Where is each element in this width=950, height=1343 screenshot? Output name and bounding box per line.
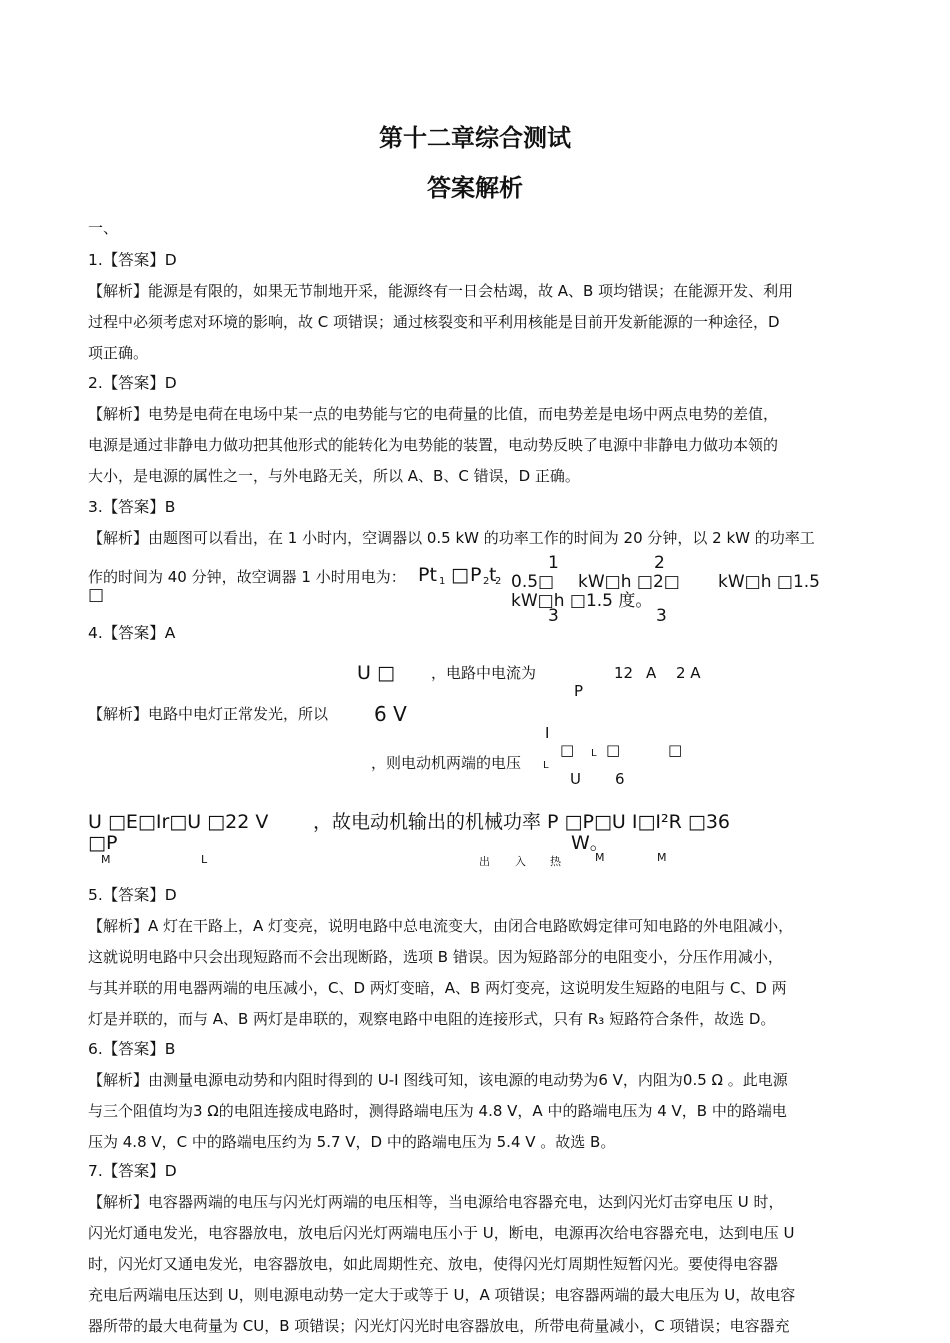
- q3-formula-sub: 2: [483, 576, 490, 587]
- section-heading: 一、: [88, 219, 119, 237]
- q4-answer: 4.【答案】A: [88, 624, 176, 642]
- q3-formula-box: □: [451, 564, 469, 586]
- q4-formula-box: □: [560, 741, 575, 759]
- q5-line: 【解析】A 灯在干路上，A 灯变亮，说明电路中总电流变大，由闭合电路欧姆定律可知电路的外电阻减小，: [88, 917, 794, 935]
- q4-current-text: ，电路中电流为: [431, 664, 537, 682]
- q4-formula-p: P: [574, 682, 584, 700]
- q6-line: 与三个阻值均为3 Ω的电阻连接成电路时，测得路端电压为 4.8 V，A 中的路端电压为 4 V，B 中的路端电: [88, 1102, 787, 1120]
- q7-line: 闪光灯通电发光，电容器放电，放电后闪光灯两端电压小于 U，断电，电源再次给电容器充电，达到电压 U: [88, 1224, 795, 1242]
- q6-line: 压为 4.8 V，C 中的路端电压约为 5.7 V，D 中的路端电压为 5.4 V 。故选 B。: [88, 1133, 616, 1151]
- q4-sub-chu: 出: [479, 855, 490, 868]
- q4-formula-sub: L: [591, 748, 597, 759]
- q2-answer: 2.【答案】D: [88, 374, 177, 392]
- page-title: 第十二章综合测试: [379, 124, 571, 152]
- q3-formula-p: P: [470, 564, 482, 586]
- q4-formula-p2: □P: [88, 832, 118, 854]
- q3-formula-row: kW□h □2□: [578, 572, 680, 592]
- q3-formula-row: kW□h □1.5: [718, 572, 820, 592]
- q1-line: 过程中必须考虑对环境的影响，故 C 项错误；通过核裂变和平利用核能是目前开发新能源的一种途径，D: [88, 313, 780, 331]
- q7-answer: 7.【答案】D: [88, 1162, 177, 1180]
- q5-answer: 5.【答案】D: [88, 886, 177, 904]
- q3-fraction-den: 3: [656, 606, 667, 626]
- q3-formula-t: t: [489, 564, 497, 586]
- q7-line: 充电后两端电压达到 U，则电源电动势一定大于或等于 U，A 项错误；电容器两端的最大电压为 U，故电容: [88, 1286, 796, 1304]
- q4-sub-l: L: [201, 853, 208, 866]
- q5-line: 与其并联的用电器两端的电压减小，C、D 两灯变暗，A、B 两灯变亮，这说明发生短路的电阻与 C、D 两: [88, 979, 787, 997]
- q4-sub-ru: 入: [515, 855, 526, 868]
- q3-line: 【解析】由题图可以看出，在 1 小时内，空调器以 0.5 kW 的功率工作的时间为 20 分钟，以 2 kW 的功率工: [88, 529, 815, 547]
- q5-line: 这就说明电路中只会出现短路而不会出现断路，选项 B 错误。因为短路部分的电阻变小，分压作用减小，: [88, 948, 783, 966]
- q4-line: 【解析】电路中电灯正常发光，所以: [88, 705, 329, 723]
- q4-formula-6: 6: [615, 770, 625, 788]
- q4-formula-sub: L: [543, 760, 549, 771]
- q3-line: 作的时间为 40 分钟，故空调器 1 小时用电为：: [88, 568, 406, 586]
- q2-line: 大小，是电源的属性之一，与外电路无关，所以 A、B、C 错误，D 正确。: [88, 467, 580, 485]
- q3-fraction-num: 2: [654, 553, 665, 573]
- q2-line: 【解析】电势是电荷在电场中某一点的电势能与它的电荷量的比值，而电势差是电场中两点电势的差值，: [88, 405, 779, 423]
- q4-formula-box: □: [668, 741, 683, 759]
- q7-line: 时，闪光灯又通电发光，电容器放电，如此周期性充、放电，使得闪光灯周期性短暂闪光。要使得电容器: [88, 1255, 779, 1273]
- q6-line: 【解析】由测量电源电动势和内阻时得到的 U-I 图线可知，该电源的电动势为6 V，内阻为0.5 Ω 。此电源: [88, 1071, 788, 1089]
- q3-fraction-num: 1: [548, 553, 559, 573]
- q1-line: 【解析】能源是有限的，如果无节制地开采，能源终有一日会枯竭，故 A、B 项均错误；在能源开发、利用: [88, 282, 794, 300]
- q4-formula-u: U □: [357, 662, 395, 684]
- q3-formula-tail: kW□h □1.5 度。: [511, 591, 653, 611]
- q4-formula-main: U □E□Ir□U □22 V: [88, 811, 269, 833]
- q3-formula-row: 0.5□: [511, 572, 555, 592]
- q4-sub-m: M: [101, 853, 111, 866]
- q3-formula-sub: 1: [439, 576, 446, 587]
- page-subtitle: 答案解析: [427, 174, 523, 202]
- q4-formula-box: □: [606, 741, 621, 759]
- q4-formula-12: 12: [614, 664, 634, 682]
- q3-fraction-den: 3: [548, 606, 559, 626]
- q6-answer: 6.【答案】B: [88, 1040, 176, 1058]
- q4-formula-2a: 2 A: [676, 664, 701, 682]
- q4-sub-m2: M: [595, 851, 605, 864]
- q4-formula-a: A: [646, 664, 657, 682]
- q4-motor-text: ，则电动机两端的电压: [371, 754, 522, 772]
- q7-line: 【解析】电容器两端的电压与闪光灯两端的电压相等，当电源给电容器充电，达到闪光灯击穿电压 U 时，: [88, 1193, 784, 1211]
- q4-sub-re: 热: [550, 855, 561, 868]
- q4-formula-i: I: [545, 724, 550, 742]
- q3-formula-pt: Pt: [418, 564, 437, 586]
- q1-answer: 1.【答案】D: [88, 251, 177, 269]
- q4-formula-ul: U: [570, 770, 581, 788]
- q5-line: 灯是并联的，而与 A、B 两灯是串联的，观察电路中电阻的连接形式，只有 R₃ 短路符合条件，故选 D。: [88, 1010, 776, 1028]
- q3-answer: 3.【答案】B: [88, 498, 176, 516]
- q3-formula-sub: 2: [495, 576, 502, 587]
- q4-formula-w: W。: [571, 832, 609, 854]
- q4-formula-6v: 6 V: [374, 702, 407, 726]
- q3-formula-box2: □: [88, 585, 105, 605]
- q4-formula-tail: ，故电动机输出的机械功率 P □P□U I□I²R □36: [313, 811, 730, 833]
- q7-line: 器所带的最大电荷量为 CU，B 项错误；闪光灯闪光时电容器放电，所带电荷量减小，C 项错误；电容器充: [88, 1317, 790, 1335]
- q2-line: 电源是通过非静电力做功把其他形式的能转化为电势能的装置，电动势反映了电源中非静电力做功本领的: [88, 436, 779, 454]
- q4-sub-m3: M: [657, 851, 667, 864]
- q1-line: 项正确。: [88, 344, 149, 362]
